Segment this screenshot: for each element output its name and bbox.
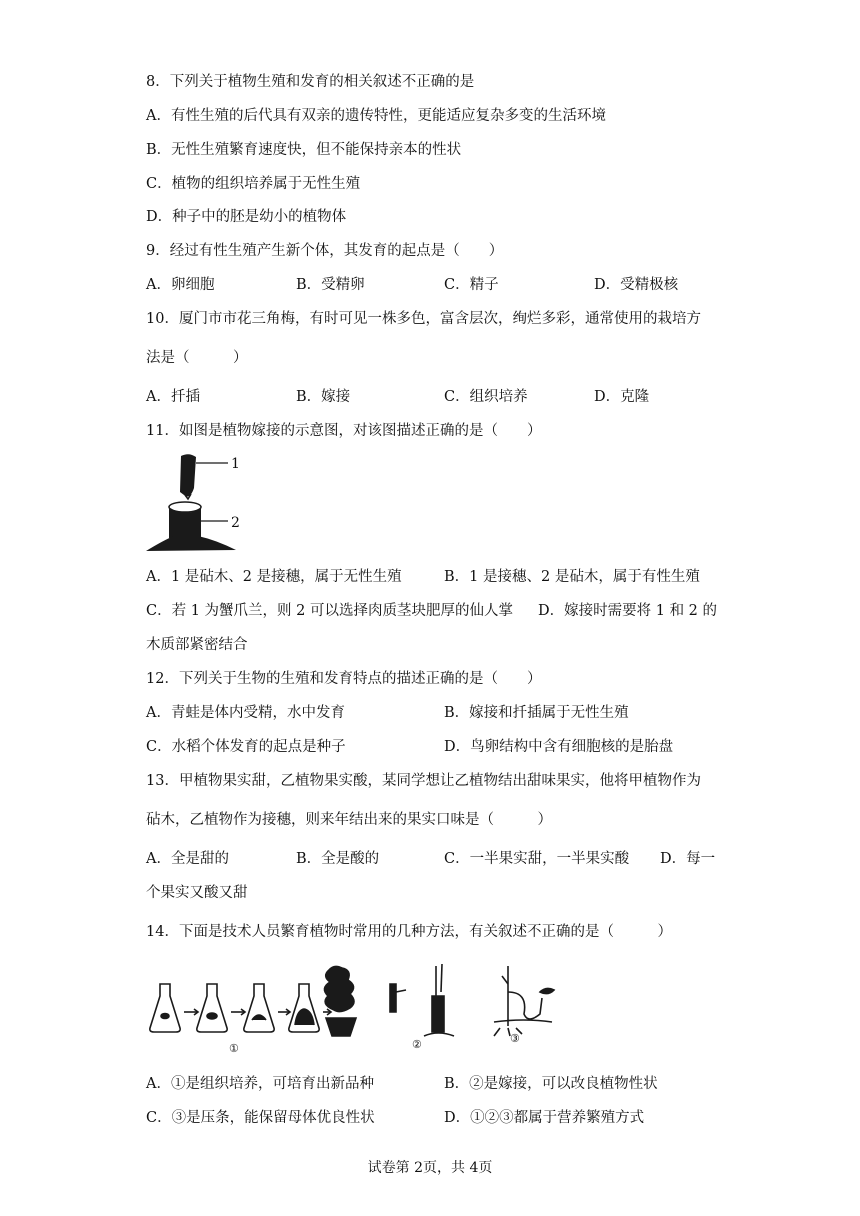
q10-stem-line1: 10．厦门市市花三角梅，有时可见一株多色，富含层次，绚烂多彩，通常使用的栽培方 xyxy=(146,311,701,327)
grafting-figure xyxy=(390,964,454,1036)
q14-option-b: B．②是嫁接，可以改良植物性状 xyxy=(444,1076,658,1092)
q10-stem-line2: 法是（ ） xyxy=(146,350,248,366)
q10-option-b: B．嫁接 xyxy=(296,389,351,405)
scion-shape xyxy=(180,454,196,499)
q13-option-d: D．每一 xyxy=(660,851,716,867)
q8-option-b: B．无性生殖繁育速度快，但不能保持亲本的性状 xyxy=(146,142,462,158)
grafting-diagram xyxy=(144,450,244,555)
q14-option-c: C．③是压条，能保留母体优良性状 xyxy=(146,1110,375,1126)
q12-option-d: D．鸟卵结构中含有细胞核的是胎盘 xyxy=(444,739,674,755)
q11-option-a: A．1 是砧木、2 是接穗，属于无性生殖 xyxy=(146,569,402,585)
q13-option-d-continued: 个果实又酸又甜 xyxy=(146,885,248,901)
q8-option-d: D．种子中的胚是幼小的植物体 xyxy=(146,209,347,225)
q13-option-a: A．全是甜的 xyxy=(146,851,229,867)
layering-figure xyxy=(494,966,554,1036)
q13-option-c: C．一半果实甜，一半果实酸 xyxy=(444,851,630,867)
q13-stem-line1: 13．甲植物果实甜，乙植物果实酸，某同学想让乙植物结出甜味果实，他将甲植物作为 xyxy=(146,773,701,789)
fig2-label: ② xyxy=(412,1038,422,1051)
page-footer: 试卷第 2页，共 4页 xyxy=(367,1160,493,1176)
grafting-label-1: 1 xyxy=(231,456,240,472)
q14-stem: 14．下面是技术人员繁育植物时常用的几种方法，有关叙述不正确的是（ ） xyxy=(146,924,672,940)
q8-option-a: A．有性生殖的后代具有双亲的遗传特性，更能适应复杂多变的生活环境 xyxy=(146,108,606,124)
propagation-methods-figure xyxy=(144,962,564,1057)
q11-option-d-continued: 木质部紧密结合 xyxy=(146,637,248,653)
q11-option-b: B．1 是接穗、2 是砧木，属于有性生殖 xyxy=(444,569,700,585)
fig3-label: ③ xyxy=(510,1032,520,1045)
q13-stem-line2: 砧木，乙植物作为接穗，则来年结出来的果实口味是（ ） xyxy=(146,812,552,828)
q12-stem: 12．下列关于生物的生殖和发育特点的描述正确的是（ ） xyxy=(146,671,542,687)
q10-option-d: D．克隆 xyxy=(594,389,650,405)
q9-option-c: C．精子 xyxy=(444,277,499,293)
grafting-label-2: 2 xyxy=(231,515,240,531)
q9-option-a: A．卵细胞 xyxy=(146,277,215,293)
tissue-culture-figure xyxy=(150,966,356,1036)
q11-option-c: C．若 1 为蟹爪兰，则 2 可以选择肉质茎块肥厚的仙人掌 xyxy=(146,603,513,619)
q14-option-a: A．①是组织培养，可培育出新品种 xyxy=(146,1076,374,1092)
q10-option-c: C．组织培养 xyxy=(444,389,528,405)
q12-option-a: A．青蛙是体内受精，水中发育 xyxy=(146,705,345,721)
fig1-label: ① xyxy=(229,1042,239,1055)
q12-option-b: B．嫁接和扦插属于无性生殖 xyxy=(444,705,629,721)
q8-option-c: C．植物的组织培养属于无性生殖 xyxy=(146,176,361,192)
rootstock-shape xyxy=(146,502,236,551)
q13-option-b: B．全是酸的 xyxy=(296,851,380,867)
q8-stem: 8．下列关于植物生殖和发育的相关叙述不正确的是 xyxy=(146,74,475,90)
q11-stem: 11．如图是植物嫁接的示意图，对该图描述正确的是（ ） xyxy=(146,423,542,439)
q9-option-b: B．受精卵 xyxy=(296,277,365,293)
q9-stem: 9．经过有性生殖产生新个体，其发育的起点是（ ） xyxy=(146,243,504,259)
q10-option-a: A．扦插 xyxy=(146,389,200,405)
q9-option-d: D．受精极核 xyxy=(594,277,679,293)
q12-option-c: C．水稻个体发育的起点是种子 xyxy=(146,739,346,755)
q11-option-d: D．嫁接时需要将 1 和 2 的 xyxy=(538,603,718,619)
q14-option-d: D．①②③都属于营养繁殖方式 xyxy=(444,1110,645,1126)
